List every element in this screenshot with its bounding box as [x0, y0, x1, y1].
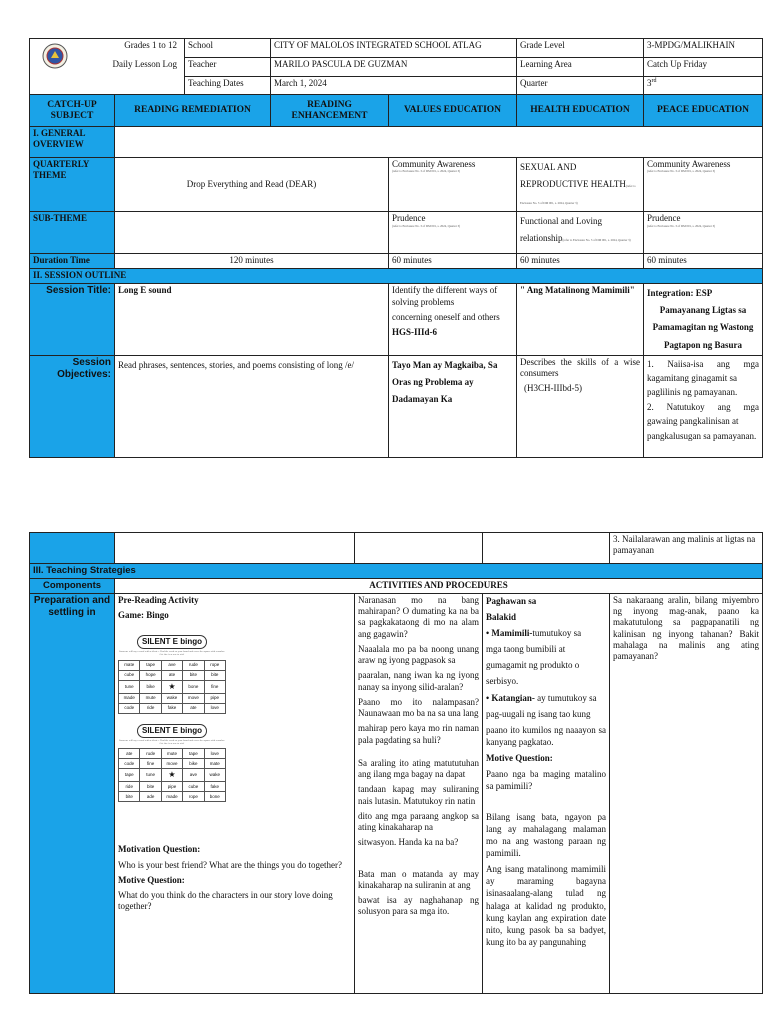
school-value: CITY OF MALOLOS INTEGRATED SCHOOL ATLAG: [271, 39, 517, 58]
objective-3: 3. Nailalarawan ang malinis at ligtas na pamayanan: [610, 533, 763, 564]
general-overview-label: I. GENERAL OVERVIEW: [30, 127, 115, 158]
col-peace: PEACE EDUCATION: [644, 95, 763, 127]
bingo-cell: made: [161, 792, 182, 802]
bingo-cell: fake: [161, 703, 182, 713]
preparation-health: Paghawan sa Balakid • Mamimili-tumutukoy sa mga taong bumibili at gumagamit ng produkto o serbisyo. • Katangian- ay tumutukoy sa pag-uugali ng isang tao kung paano ito kumilos ng naaayon sa kanyang pagkatao. Motive Question: Paano nga ba maging matalino sa pamimili? Bilang isang bata, ngayon pa lang ay mahalagang malaman mo na ang wastong paraan ng pamimili. Ang isang matalinong mamimili ay maraming bagayna isinasaalang-alang tulad ng halaga at kalidad ng produkto, kung kaylan ang expiration date nito, kung pasok ba sa badyet, kung ito ba ay pangunahing: [483, 593, 610, 993]
bingo-grid: [118, 660, 226, 714]
bingo-card-1: SILENT E bingo Someone will say a word with a silent e. Find the word on your board and cover the square with a marker. Get five in a row to win! mate tape ave rude rope cube hope ate bite bite tune bike ★ bone fine made mute wake move pipe code ride fake ate love: [118, 635, 226, 714]
bingo-cell: ride: [119, 782, 140, 792]
bingo-cell: rude: [140, 749, 161, 759]
grade-level-value: 3-MPDG/MALIKHAIN: [644, 39, 763, 58]
bingo-cell: tune: [140, 769, 161, 782]
bingo-cell: cube: [183, 782, 204, 792]
deped-seal-icon: [42, 43, 68, 69]
bingo-cell: ave: [183, 769, 204, 782]
bingo-cell: ate: [161, 670, 182, 680]
learning-area-value: Catch Up Friday: [644, 58, 763, 77]
dates-label: Teaching Dates: [185, 77, 271, 95]
dates-value: March 1, 2024: [271, 77, 517, 95]
bingo-cell: ★: [161, 680, 182, 693]
bingo-cell: bite: [204, 670, 225, 680]
session-outline-heading: II. SESSION OUTLINE: [30, 269, 763, 284]
objectives-label: Session Objectives:: [30, 355, 115, 457]
bingo-cell: bike: [183, 759, 204, 769]
bingo-cell: ★: [161, 769, 182, 782]
bingo-cell: tape: [119, 769, 140, 782]
continuation-values: [355, 533, 483, 564]
session-title-peace: Integration: ESP Pamayanang Ligtas sa Pamamagitan ng Wastong Pagtapon ng Basura: [644, 284, 763, 355]
preparation-values: Naranasan mo na bang mahirapan? O dumating ka na ba sa pagkakataong di mo na alam ang gagawin? Naaalala mo pa ba noong unang araw ng iyong pagpasok sa paaralan, nang iwan ka ng iyong nanay sa inyong silid-aralan? Paano mo ito nalampasan? Naunawaan mo ba na sa una lang mahirap pero kaya mo rin naman pala pagdating sa huli? Sa araling ito ating matututuhan ang ilang mga bagay na dapat tandaan kapag may suliraning nais lutasin. Matutukoy rin natin dito ang mga paraang angkop sa ating kinakaharap na sitwasyon. Handa ka na ba? Bata man o matanda ay may kinakaharap na suliranin at ang bawat isa ay naghahanap ng solusyon para sa mga ito.: [355, 593, 483, 993]
col-remediation: READING REMEDIATION: [115, 95, 271, 127]
continuation-reading: [115, 533, 355, 564]
continuation-label: [30, 533, 115, 564]
duration-peace: 60 minutes: [644, 254, 763, 269]
preparation-label: Preparation and settling in: [30, 593, 115, 993]
duration-health: 60 minutes: [517, 254, 644, 269]
bingo-cell: wake: [204, 769, 225, 782]
bingo-cell: tape: [140, 660, 161, 670]
duration-values: 60 minutes: [389, 254, 517, 269]
theme-values: Community Awareness (refer to Enclosure No. 3 of DM 001, s. 2024, Quarter 3): [389, 158, 517, 212]
bingo-cell: tape: [183, 749, 204, 759]
preparation-peace: Sa nakaraang aralin, bilang miyembro ng inyong mag-anak, paano ka makatutulong sa pagpapanatili ng kalinisan ng inyong tahanan? Bakit mahalaga na malinis ang ating pamayanan?: [610, 593, 763, 993]
quarterly-theme-label: QUARTERLY THEME: [30, 158, 115, 212]
bingo-cell: hope: [140, 670, 161, 680]
bingo-cell: bite: [140, 782, 161, 792]
bingo-cell: ride: [140, 703, 161, 713]
session-title-values: Identify the different ways of solving problems concerning oneself and others HGS-IIId-6: [389, 284, 517, 355]
bingo-cell: rude: [183, 660, 204, 670]
bingo-cell: rope: [183, 792, 204, 802]
bingo-cell: ate: [183, 703, 204, 713]
teaching-strategies-heading: III. Teaching Strategies: [30, 564, 763, 579]
bingo-cell: code: [119, 759, 140, 769]
sub-theme-health: Functional and Loving relationship(refer to Enclosure No. 3 of DM 001, s. 2024, Quarter 3): [517, 212, 644, 254]
col-subject: CATCH-UP SUBJECT: [30, 95, 115, 127]
components-label: Components: [30, 578, 115, 593]
bingo-cell: mute: [140, 693, 161, 703]
objectives-health: Describes the skills of a wise consumers (H3CH-IIIbd-5): [517, 355, 644, 457]
log-title: Daily Lesson Log: [112, 59, 177, 70]
school-label: School: [185, 39, 271, 58]
bingo-cell: bike: [140, 680, 161, 693]
bingo-cell: tune: [119, 680, 140, 693]
sub-theme-peace: Prudence (refer to Enclosure No. 3 of DM 001, s. 2024, Quarter 3): [644, 212, 763, 254]
bingo-cell: love: [204, 749, 225, 759]
bingo-cell: bone: [183, 680, 204, 693]
bingo-cell: fake: [204, 782, 225, 792]
preparation-reading: Pre-Reading Activity Game: Bingo SILENT E bingo Someone will say a word with a silent e. Find the word on your board and cover the square with a marker. Get five in a row to win! mate tape ave rude rope cube hope ate bite bite tune bike ★ bone fine made mute wake move pipe code ride fake ate love SILENT E bingo Someone will say a word with a silent e. Find the word on your board and cover the square with a marker. Get five in a row to win! ate rude mute tape love code fine move bike mate tape tune ★ ave wake ride bite pipe cube fake bite ade made rope bone Motivation Question: Who is your best friend? What are the things you do together? Motive Question: What do you think do the characters in our story love doing together?: [115, 593, 355, 993]
objectives-values: Tayo Man ay Magkaiba, Sa Oras ng Problema ay Dadamayan Ka: [389, 355, 517, 457]
teacher-label: Teacher: [185, 58, 271, 77]
bingo-card-2: SILENT E bingo Someone will say a word with a silent e. Find the word on your board and cover the square with a marker. Get five in a row to win! ate rude mute tape love code fine move bike mate tape tune ★ ave wake ride bite pipe cube fake bite ade made rope bone: [118, 724, 226, 803]
objectives-reading: Read phrases, sentences, stories, and poems consisting of long /e/: [115, 355, 389, 457]
sub-theme-values: Prudence (refer to Enclosure No. 3 of DM 001, s. 2024, Quarter 3): [389, 212, 517, 254]
general-overview-content: [115, 127, 763, 158]
bingo-cell: bite: [119, 792, 140, 802]
bingo-cell: move: [183, 693, 204, 703]
bingo-cell: wake: [161, 693, 182, 703]
continuation-health: [483, 533, 610, 564]
objectives-peace: 1. Naiisa-isa ang mga kagamitang ginagamit sa paglilinis ng pamayanan. 2. Natutukoy ang mga gawaing pangkalinisan at pangkalusugan sa pamayanan.: [644, 355, 763, 457]
quarter-label: Quarter: [517, 77, 644, 95]
bingo-cell: bite: [183, 670, 204, 680]
bingo-cell: ave: [161, 660, 182, 670]
col-enhancement: READING ENHANCEMENT: [271, 95, 389, 127]
teacher-value: MARILO PASCULA DE GUZMAN: [271, 58, 517, 77]
bingo-grid: [118, 748, 226, 802]
bingo-cell: pipe: [161, 782, 182, 792]
bingo-cell: move: [161, 759, 182, 769]
bingo-cell: cube: [119, 670, 140, 680]
learning-area-label: Learning Area: [517, 58, 644, 77]
duration-label: Duration Time: [30, 254, 115, 269]
col-values: VALUES EDUCATION: [389, 95, 517, 127]
sub-theme-reading: [115, 212, 389, 254]
bingo-cell: bone: [204, 792, 225, 802]
lesson-log-page-1: [29, 38, 763, 458]
quarter-value: 3rd: [644, 77, 763, 95]
bingo-cell: code: [119, 703, 140, 713]
activities-heading: ACTIVITIES AND PROCEDURES: [115, 578, 763, 593]
bingo-cell: rope: [204, 660, 225, 670]
bingo-cell: mate: [204, 759, 225, 769]
bingo-cell: mate: [119, 660, 140, 670]
lesson-log-page-2: [29, 532, 763, 994]
bingo-cell: ade: [140, 792, 161, 802]
bingo-cell: love: [204, 703, 225, 713]
duration-reading: 120 minutes: [115, 254, 389, 269]
session-title-health: " Ang Matalinong Mamimili": [517, 284, 644, 355]
bingo-cell: fine: [204, 680, 225, 693]
grades-label: Grades 1 to 12: [124, 40, 177, 50]
theme-health: SEXUAL AND REPRODUCTIVE HEALTH(refer to Enclosure No. 3 of DM 001, s. 2024, Quarter 3): [517, 158, 644, 212]
bingo-cell: mute: [161, 749, 182, 759]
bingo-cell: made: [119, 693, 140, 703]
theme-peace: Community Awareness (refer to Enclosure No. 3 of DM 001, s. 2024, Quarter 3): [644, 158, 763, 212]
grade-level-label: Grade Level: [517, 39, 644, 58]
dear-theme: Drop Everything and Read (DEAR): [115, 158, 389, 212]
header-title-cell: [30, 39, 185, 95]
session-title-label: Session Title:: [30, 284, 115, 355]
col-health: HEALTH EDUCATION: [517, 95, 644, 127]
bingo-cell: ate: [119, 749, 140, 759]
bingo-cell: fine: [140, 759, 161, 769]
sub-theme-label: SUB-THEME: [30, 212, 115, 254]
bingo-cell: pipe: [204, 693, 225, 703]
session-title-reading: Long E sound: [115, 284, 389, 355]
